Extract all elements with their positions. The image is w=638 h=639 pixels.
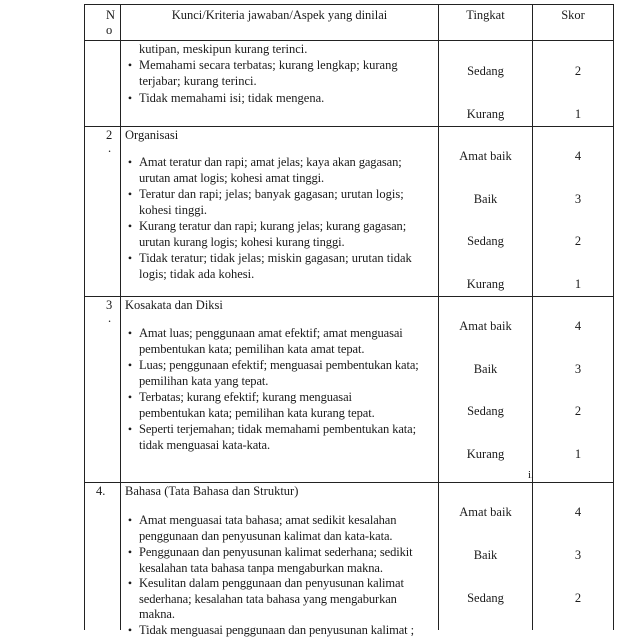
row3-bottom-rule	[84, 482, 614, 483]
row-number-dot: .	[108, 141, 112, 155]
level-label: Baik	[473, 192, 498, 206]
criteria-item: Luas; penggunaan efektif; menguasai pembentukan kata; pemilihan kata yang tepat.	[139, 358, 419, 388]
bullet-icon: •	[127, 545, 133, 559]
bullet-icon: •	[127, 422, 133, 436]
score-value: 2	[574, 591, 582, 605]
row1-bottom-rule	[84, 126, 614, 127]
score-value: 1	[574, 277, 582, 291]
level-label: Amat baik	[459, 319, 512, 333]
score-value: 4	[574, 319, 582, 333]
criteria-item: Tidak menguasai penggunaan dan penyusunan kalimat ;	[139, 623, 414, 637]
header-criteria: Kunci/Kriteria jawaban/Aspek yang dinilai	[171, 8, 388, 22]
row-number-dot: .	[108, 311, 112, 325]
criteria-item: Amat teratur dan rapi; amat jelas; kaya akan gagasan; urutan amat logis; kohesi amat tinggi.	[139, 155, 402, 185]
score-value: 2	[574, 404, 582, 418]
bullet-icon: •	[127, 358, 133, 372]
level-label: Kurang	[466, 277, 505, 291]
bullet-icon: •	[127, 513, 133, 527]
criteria-item: Kesulitan dalam penggunaan dan penyusunan kalimat sederhana; kesalahan tata bahasa yang mengaburkan makna.	[139, 576, 404, 621]
score-value: 3	[574, 192, 582, 206]
level-label: Amat baik	[459, 505, 512, 519]
score-value: 1	[574, 447, 582, 461]
score-value: 3	[574, 548, 582, 562]
criteria-item: Teratur dan rapi; jelas; banyak gagasan; urutan logis; kohesi tinggi.	[139, 187, 404, 217]
level-label: Baik	[473, 362, 498, 376]
aspect-title: Organisasi	[125, 128, 179, 142]
bullet-icon: •	[127, 219, 133, 233]
bullet-icon: •	[127, 187, 133, 201]
level-label: Sedang	[467, 591, 504, 605]
score-value: 3	[574, 362, 582, 376]
score-value: 4	[574, 505, 582, 519]
score-value: 2	[574, 64, 582, 78]
level-label: Sedang	[467, 64, 504, 78]
criteria-item: Amat luas; penggunaan amat efektif; amat menguasai pembentukan kata; pemilihan kata amat tepat.	[139, 326, 403, 356]
score-value: 2	[574, 234, 582, 248]
bullet-icon: •	[127, 390, 133, 404]
col-divider-right	[613, 4, 614, 630]
bullet-icon: •	[127, 155, 133, 169]
bullet-icon: •	[127, 623, 133, 637]
bullet-icon: •	[127, 326, 133, 340]
col-divider-left	[84, 4, 85, 630]
header-no-line1: N	[106, 8, 116, 22]
col-divider-level	[532, 4, 533, 630]
level-label: Sedang	[467, 234, 504, 248]
aspect-title: Bahasa (Tata Bahasa dan Struktur)	[125, 484, 299, 498]
header-no-line2: o	[106, 23, 113, 37]
bullet-icon: •	[127, 576, 133, 590]
level-label: Sedang	[467, 404, 504, 418]
aspect-title: Kosakata dan Diksi	[125, 298, 223, 312]
bullet-icon: •	[127, 91, 133, 105]
header-bottom-rule	[84, 40, 614, 41]
criteria-item: Terbatas; kurang efektif; kurang menguasai pembentukan kata; pemilihan kata kurang tepat.	[139, 390, 375, 420]
criteria-item: Penggunaan dan penyusunan kalimat sederhana; sedikit kesalahan tata bahasa tanpa mengaburkan makna.	[139, 545, 413, 575]
level-label: Kurang	[466, 107, 505, 121]
bullet-icon: •	[127, 251, 133, 265]
score-value: 1	[574, 107, 582, 121]
criteria-item: Amat menguasai tata bahasa; amat sedikit kesalahan penggunaan dan penyusunan kalimat dan kata-kata.	[139, 513, 397, 543]
row2-bottom-rule	[84, 296, 614, 297]
criteria-item: kutipan, meskipun kurang terinci.	[139, 42, 308, 56]
stray-mark: i.	[528, 469, 534, 481]
bullet-icon: •	[127, 58, 133, 72]
criteria-item: Seperti terjemahan; tidak memahami pembentukan kata; tidak menguasai kata-kata.	[139, 422, 416, 452]
col-divider-no	[120, 4, 121, 630]
criteria-item: Tidak teratur; tidak jelas; miskin gagasan; urutan tidak logis; tidak ada kohesi.	[139, 251, 412, 281]
criteria-item: Kurang teratur dan rapi; kurang jelas; kurang gagasan; urutan kurang logis; kohesi kurang tinggi.	[139, 219, 407, 249]
criteria-item: Tidak memahami isi; tidak mengena.	[139, 91, 325, 105]
row-number: 4.	[96, 484, 106, 498]
level-label: Kurang	[466, 447, 505, 461]
table-border-top	[84, 4, 614, 5]
level-label: Amat baik	[459, 149, 512, 163]
header-level: Tingkat	[466, 8, 505, 22]
score-value: 4	[574, 149, 582, 163]
row-number: 3	[106, 298, 113, 312]
level-label: Baik	[473, 548, 498, 562]
row-number: 2	[106, 128, 113, 142]
header-score: Skor	[561, 8, 585, 22]
criteria-item: Memahami secara terbatas; kurang lengkap; kurang terjabar; kurang terinci.	[139, 58, 398, 88]
